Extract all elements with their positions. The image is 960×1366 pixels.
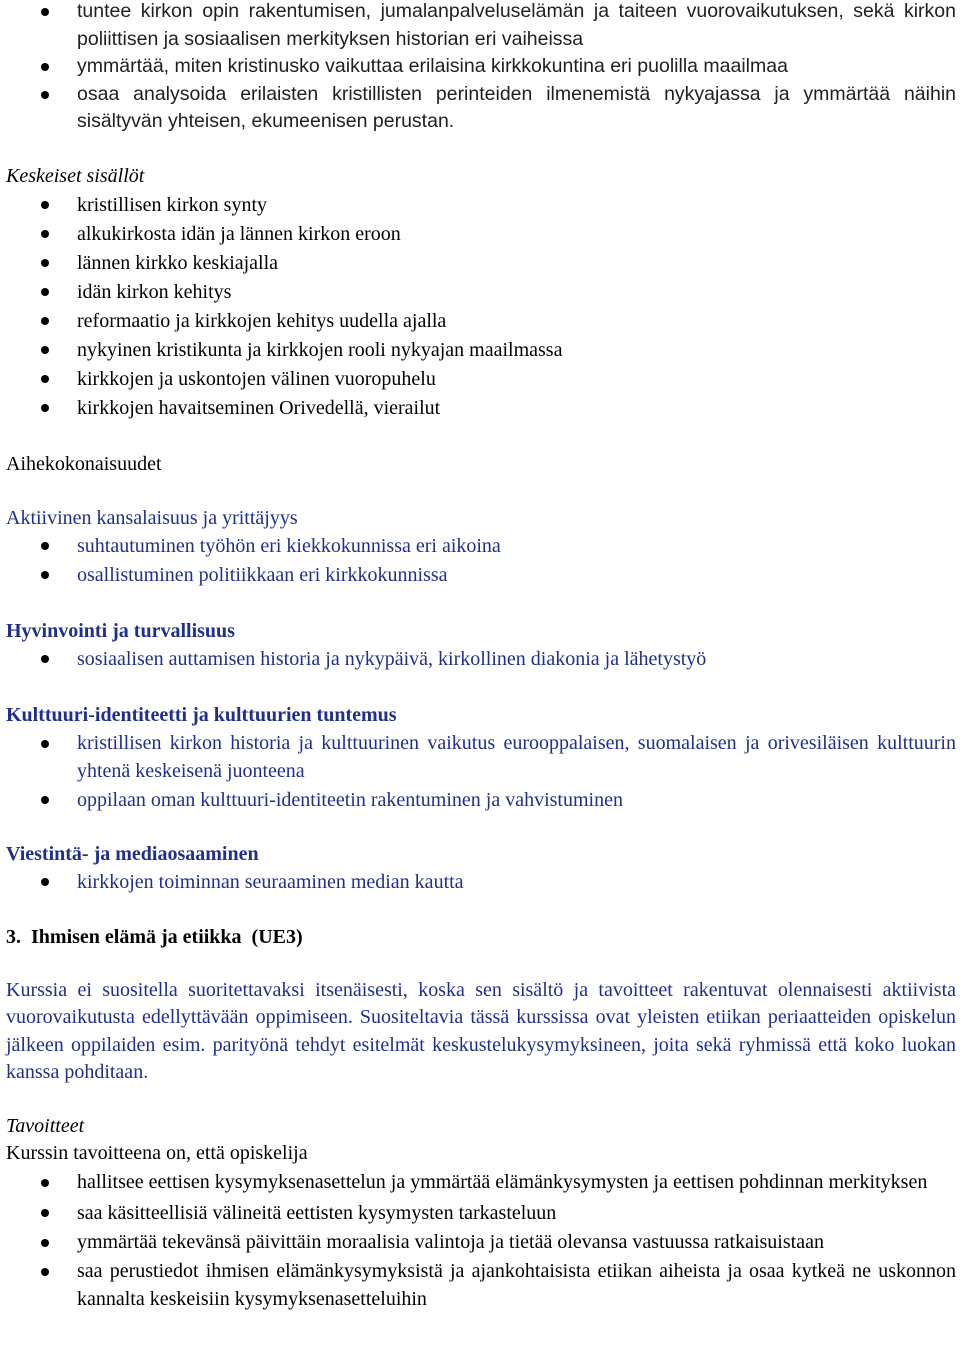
list-item: kristillisen kirkon historia ja kulttuurinen vaikutus eurooppalaisen, suomalaisen ja orivesiläisen kulttuurin yhtenä keskeisenä juonteena xyxy=(0,730,960,785)
list-item: kirkkojen havaitseminen Orivedellä, vierailut xyxy=(0,394,960,423)
list-item: tuntee kirkon opin rakentumisen, jumalanpalveluselämän ja taiteen vuorovaikutuksen, sekä kirkon poliittisen ja sosiaalisen merkityksen historian eri vaiheissa xyxy=(0,0,960,53)
aktiivinen-heading: Aktiivinen kansalaisuus ja yrittäjyys xyxy=(6,507,298,529)
list-item: kristillisen kirkon synty xyxy=(0,191,960,220)
list-item: alkukirkosta idän ja lännen kirkon eroon xyxy=(0,220,960,249)
keskeiset-list xyxy=(0,191,960,423)
tavoitteet-list xyxy=(0,1169,960,1313)
hyvinvointi-heading: Hyvinvointi ja turvallisuus xyxy=(6,620,235,642)
top-objectives-list xyxy=(0,0,960,136)
list-item: suhtautuminen työhön eri kiekkokunnissa eri aikoina xyxy=(0,532,960,561)
list-item: ymmärtää tekevänsä päivittäin moraalisia valintoja ja tietää olevansa vastuussa ratkaisuistaan xyxy=(0,1229,960,1257)
kulttuuri-section xyxy=(0,701,960,815)
list-item: idän kirkon kehitys xyxy=(0,278,960,307)
keskeiset-heading: Keskeiset sisällöt xyxy=(6,165,145,187)
tavoitteet-lead: Kurssin tavoitteena on, että opiskelija xyxy=(6,1142,308,1164)
list-item: lännen kirkko keskiajalla xyxy=(0,249,960,278)
course3-intro-block xyxy=(0,977,960,1086)
course3-section xyxy=(0,923,960,951)
kulttuuri-heading: Kulttuuri-identiteetti ja kulttuurien tuntemus xyxy=(6,704,397,726)
viestinta-section xyxy=(0,840,960,897)
list-item: osallistuminen politiikkaan eri kirkkokunnissa xyxy=(0,561,960,590)
list-item: nykyinen kristikunta ja kirkkojen rooli nykyajan maailmassa xyxy=(0,336,960,365)
aktiivinen-section xyxy=(0,504,960,590)
list-item: oppilaan oman kulttuuri-identiteetin rakentuminen ja vahvistuminen xyxy=(0,786,960,815)
list-item: osaa analysoida erilaisten kristillisten perinteiden ilmenemistä nykyajassa ja ymmärtää näihin sisältyvän yhteisen, ekumeenisen perustan. xyxy=(0,81,960,136)
list-item: reformaatio ja kirkkojen kehitys uudella ajalla xyxy=(0,307,960,336)
aihekokonaisuudet-section xyxy=(0,450,960,478)
course3-intro: Kurssia ei suositella suoritettavaksi itsenäisesti, koska sen sisältö ja tavoitteet rakentuvat olennaisesti aktiivista vuorovaikutusta edellyttävään oppimiseen. Suositeltavia tässä kurssissa ovat yleisten etiikan periaatteiden opiskelun jälkeen oppilaiden esim. parityönä tehdyt esitelmät keskustelukysymyksineen, joita sekä ryhmissä että koko luokan kanssa pohditaan. xyxy=(6,979,956,1083)
top-objectives-list-block xyxy=(0,0,960,136)
kulttuuri-list xyxy=(0,730,960,815)
list-item: hallitsee eettisen kysymyksenasettelun ja ymmärtää elämänkysymysten ja eettisen pohdinnan merkityksen xyxy=(0,1169,960,1197)
tavoitteet-heading: Tavoitteet xyxy=(6,1115,85,1137)
aktiivinen-list xyxy=(0,532,960,590)
viestinta-list xyxy=(0,868,960,897)
keskeiset-section xyxy=(0,162,960,423)
aihekokonaisuudet-heading: Aihekokonaisuudet xyxy=(6,453,162,475)
list-item: saa perustiedot ihmisen elämänkysymyksistä ja ajankohtaisista etiikan aiheista ja osaa kytkeä ne uskonnon kannalta keskeisiin kysymyksenasetteluihin xyxy=(0,1258,960,1313)
list-item: kirkkojen toiminnan seuraaminen median kautta xyxy=(0,868,960,897)
viestinta-heading: Viestintä- ja mediaosaaminen xyxy=(6,843,259,865)
list-item: ymmärtää, miten kristinusko vaikuttaa erilaisina kirkkokuntina eri puolilla maailmaa xyxy=(0,53,960,81)
list-item: saa käsitteellisiä välineitä eettisten kysymysten tarkasteluun xyxy=(0,1199,960,1228)
list-item: sosiaalisen auttamisen historia ja nykypäivä, kirkollinen diakonia ja lähetystyö xyxy=(0,645,960,674)
tavoitteet-section xyxy=(0,1112,960,1313)
hyvinvointi-list xyxy=(0,645,960,674)
course3-heading: 3. Ihmisen elämä ja etiikka (UE3) xyxy=(6,926,303,948)
hyvinvointi-section xyxy=(0,617,960,674)
list-item: kirkkojen ja uskontojen välinen vuoropuhelu xyxy=(0,365,960,394)
